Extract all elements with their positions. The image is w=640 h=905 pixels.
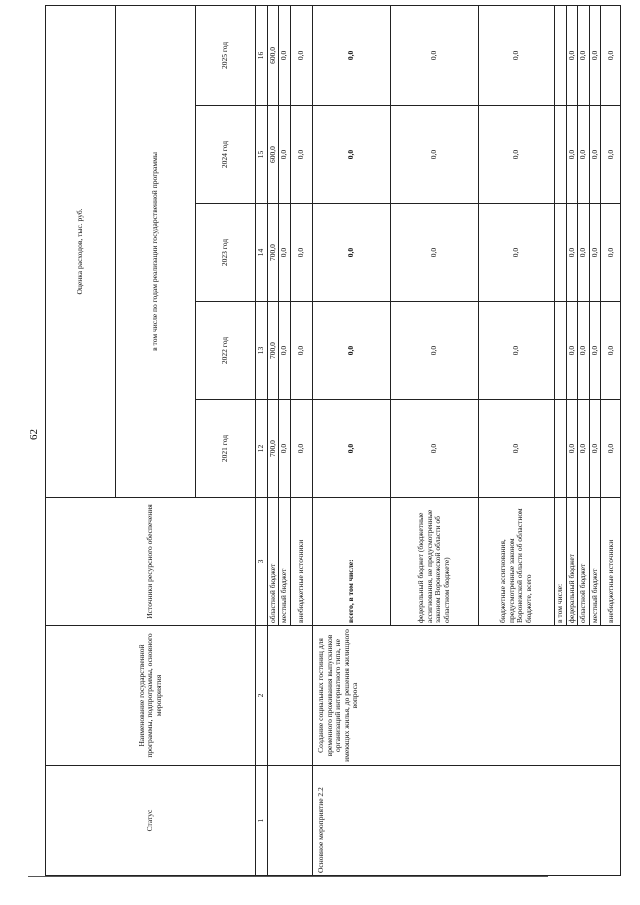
source-cell: в том числе: (554, 498, 566, 626)
column-number: 1 (256, 766, 268, 876)
value-cell: 0,0 (279, 204, 291, 302)
value-cell: 0,0 (279, 400, 291, 498)
source-cell: всего, в том числе: (312, 498, 390, 626)
value-cell: 0,0 (589, 204, 601, 302)
value-cell: 0,0 (312, 204, 390, 302)
header-status: Статус (46, 766, 256, 876)
value-cell: 0,0 (589, 5, 601, 105)
value-cell: 0,0 (578, 400, 590, 498)
column-number: 12 (256, 400, 268, 498)
source-cell: внебюджетные источники (601, 498, 621, 626)
value-cell (554, 204, 566, 302)
value-cell: 0,0 (601, 302, 621, 400)
value-cell: 0,0 (578, 5, 590, 105)
value-cell: 0,0 (390, 5, 478, 105)
bottom-rule (28, 876, 548, 877)
header-year: 2021 год (196, 400, 256, 498)
name-empty (267, 626, 312, 766)
header-year: 2022 год (196, 302, 256, 400)
value-cell: 0,0 (478, 5, 554, 105)
value-cell: 0,0 (601, 106, 621, 204)
value-cell: 0,0 (279, 5, 291, 105)
header-source: Источники ресурсного обеспечения (46, 498, 256, 626)
value-cell: 0,0 (312, 106, 390, 204)
value-cell: 0,0 (390, 106, 478, 204)
value-cell (554, 106, 566, 204)
value-cell (554, 302, 566, 400)
header-year: 2025 год (196, 5, 256, 105)
value-cell (554, 400, 566, 498)
column-number: 13 (256, 302, 268, 400)
value-cell: 700,0 (267, 204, 279, 302)
value-cell: 0,0 (290, 106, 312, 204)
value-cell: 0,0 (390, 400, 478, 498)
value-cell: 0,0 (578, 106, 590, 204)
column-number: 3 (256, 498, 268, 626)
value-cell: 0,0 (290, 400, 312, 498)
value-cell: 0,0 (312, 302, 390, 400)
value-cell: 0,0 (390, 302, 478, 400)
budget-table-container (45, 6, 640, 876)
value-cell: 600,0 (267, 106, 279, 204)
value-cell: 0,0 (390, 204, 478, 302)
status-empty (267, 766, 312, 876)
value-cell: 700,0 (267, 400, 279, 498)
source-cell: федеральный бюджет (566, 498, 578, 626)
value-cell: 0,0 (478, 106, 554, 204)
value-cell: 0,0 (312, 5, 390, 105)
source-cell: внебюджетные источники (290, 498, 312, 626)
column-number: 15 (256, 106, 268, 204)
measure-status: Основное мероприятие 2.2 (312, 766, 621, 876)
header-name: Наименование государственной программы, подпрограммы, основного мероприятия (46, 626, 256, 766)
source-cell: федеральный бюджет (бюджетные ассигнования, не предусмотренные законом Воронежской области об областном бюджете) (390, 498, 478, 626)
value-cell: 0,0 (566, 302, 578, 400)
value-cell: 0,0 (566, 106, 578, 204)
value-cell: 0,0 (601, 204, 621, 302)
value-cell: 0,0 (279, 106, 291, 204)
source-cell: областной бюджет (267, 498, 279, 626)
value-cell (554, 5, 566, 105)
source-cell: местный бюджет (279, 498, 291, 626)
page-number: 62 (28, 429, 40, 440)
value-cell: 0,0 (478, 400, 554, 498)
value-cell: 0,0 (290, 5, 312, 105)
measure-name: Создание социальных гостиниц для временного проживания выпускников организаций интернатного типа, не имеющих жилья, до решения жилищного вопроса (312, 626, 621, 766)
value-cell: 0,0 (566, 400, 578, 498)
source-cell: областной бюджет (578, 498, 590, 626)
column-number: 16 (256, 5, 268, 105)
value-cell: 0,0 (601, 400, 621, 498)
source-cell: бюджетные ассигнования, предусмотренные законом Воронежской области об областном бюджете, всего (478, 498, 554, 626)
header-by-years: в том числе по годам реализации государственной программы (116, 5, 196, 497)
column-number: 2 (256, 626, 268, 766)
value-cell: 0,0 (279, 302, 291, 400)
value-cell: 0,0 (601, 5, 621, 105)
value-cell: 0,0 (566, 5, 578, 105)
source-cell: местный бюджет (589, 498, 601, 626)
value-cell: 0,0 (589, 400, 601, 498)
value-cell: 0,0 (589, 302, 601, 400)
value-cell: 600,0 (267, 5, 279, 105)
column-number: 14 (256, 204, 268, 302)
value-cell: 0,0 (478, 204, 554, 302)
value-cell: 0,0 (578, 204, 590, 302)
header-estimate: Оценка расходов, тыс. руб. (46, 5, 116, 497)
value-cell: 0,0 (312, 400, 390, 498)
value-cell: 700,0 (267, 302, 279, 400)
budget-table (45, 5, 621, 876)
value-cell: 0,0 (566, 204, 578, 302)
value-cell: 0,0 (290, 204, 312, 302)
header-year: 2023 год (196, 204, 256, 302)
value-cell: 0,0 (589, 106, 601, 204)
value-cell: 0,0 (578, 302, 590, 400)
value-cell: 0,0 (290, 302, 312, 400)
value-cell: 0,0 (478, 302, 554, 400)
header-year: 2024 год (196, 106, 256, 204)
